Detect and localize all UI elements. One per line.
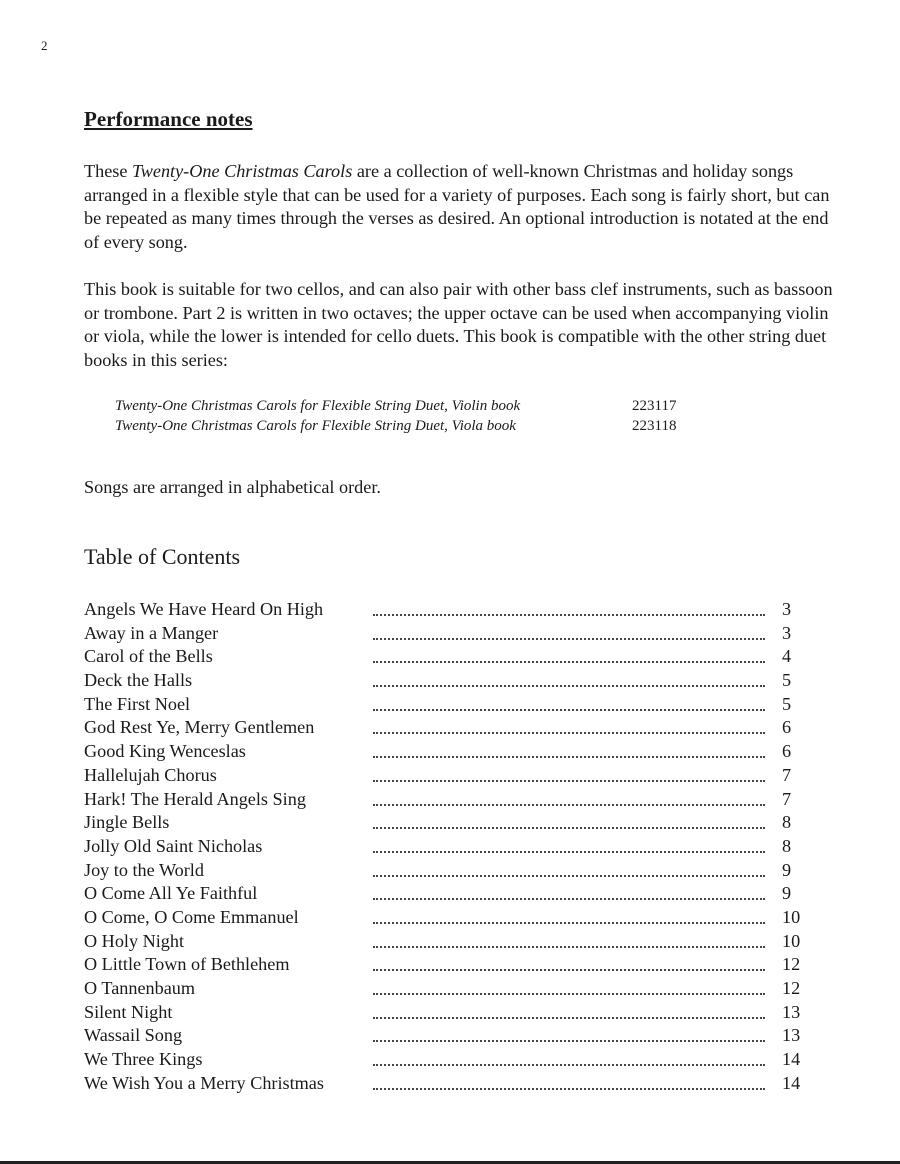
toc-entry <box>84 906 814 930</box>
toc-title: Table of Contents <box>84 544 241 569</box>
toc-dot-leader <box>373 898 765 900</box>
toc-dot-leader <box>373 993 765 995</box>
toc-entry <box>84 1072 814 1096</box>
toc-entry-title: O Little Town of Bethlehem <box>84 954 290 975</box>
toc-dot-leader <box>373 851 765 853</box>
toc-entry-title: God Rest Ye, Merry Gentlemen <box>84 717 315 738</box>
toc-entry <box>84 811 814 835</box>
toc-entry-page: 9 <box>782 883 792 904</box>
toc-entry-title: We Three Kings <box>84 1049 203 1070</box>
series-item <box>115 396 715 416</box>
toc-dot-leader <box>373 827 765 829</box>
table-of-contents <box>84 598 814 1095</box>
series-title: Twenty-One Christmas Carols for Flexible String Duet, Viola book <box>115 418 516 434</box>
toc-dot-leader <box>373 661 765 663</box>
toc-entry-title: Angels We Have Heard On High <box>84 599 324 619</box>
series-code: 223118 <box>632 418 677 434</box>
toc-entry <box>84 598 814 622</box>
toc-entry <box>84 669 814 693</box>
toc-entry-page: 8 <box>782 812 792 833</box>
toc-entry <box>84 716 814 740</box>
toc-entry <box>84 1048 814 1072</box>
series-item <box>115 416 715 436</box>
section-heading: Performance notes <box>84 107 253 131</box>
toc-entry-page: 10 <box>782 930 801 951</box>
toc-entry <box>84 977 814 1001</box>
toc-entry-page: 7 <box>782 788 792 809</box>
toc-entry <box>84 764 814 788</box>
toc-entry-page: 13 <box>782 1001 801 1022</box>
toc-entry-title: Joy to the World <box>84 859 204 880</box>
toc-entry-title: Hark! The Herald Angels Sing <box>84 788 306 809</box>
toc-entry-page: 10 <box>782 906 801 927</box>
toc-entry-page: 14 <box>782 1049 801 1070</box>
toc-dot-leader <box>373 780 765 782</box>
toc-entry-page: 6 <box>782 717 792 738</box>
toc-entry-page: 8 <box>782 835 792 856</box>
toc-dot-leader <box>373 1088 765 1090</box>
toc-entry <box>84 740 814 764</box>
toc-entry-title: O Tannenbaum <box>84 978 196 998</box>
intro-rest: are a collection of well-known Christmas and holiday songs arranged in a flexible style that can be used for a variety of purposes. Each song is fairly short, but can be repeated as many times through the verses as desired. An optional introduction is notated at the end of every song. <box>84 161 830 252</box>
toc-entry-title: Away in a Manger <box>84 622 219 643</box>
toc-entry <box>84 788 814 812</box>
series-code: 223117 <box>632 398 677 414</box>
toc-entry <box>84 859 814 883</box>
toc-entry-page: 5 <box>782 693 792 714</box>
toc-entry-title: O Come, O Come Emmanuel <box>84 906 299 927</box>
toc-entry-title: Hallelujah Chorus <box>84 764 217 785</box>
toc-entry <box>84 835 814 859</box>
toc-dot-leader <box>373 922 765 924</box>
toc-dot-leader <box>373 1040 765 1042</box>
toc-dot-leader <box>373 614 765 616</box>
book-title: Twenty-One Christmas Carols <box>131 161 353 181</box>
toc-entry-page: 4 <box>782 646 792 667</box>
toc-entry-title: O Come All Ye Faithful <box>84 883 258 904</box>
page-number: 2 <box>41 38 48 53</box>
toc-entry-title: We Wish You a Merry Christmas <box>84 1072 324 1093</box>
toc-entry-title: Carol of the Bells <box>84 646 213 667</box>
toc-entry-page: 5 <box>782 670 792 691</box>
toc-entry-page: 9 <box>782 859 792 880</box>
toc-entry <box>84 930 814 954</box>
toc-entry-title: Good King Wenceslas <box>84 741 246 762</box>
intro-paragraph <box>84 160 844 254</box>
toc-dot-leader <box>373 685 765 687</box>
toc-entry <box>84 1024 814 1048</box>
toc-entry-page: 7 <box>782 764 792 785</box>
toc-entry-title: Deck the Halls <box>84 670 193 691</box>
toc-dot-leader <box>373 732 765 734</box>
toc-entry-page: 12 <box>782 978 801 998</box>
toc-entry-title: Jingle Bells <box>84 812 170 833</box>
toc-dot-leader <box>373 875 765 877</box>
toc-entry-page: 3 <box>782 599 792 619</box>
toc-entry <box>84 882 814 906</box>
intro-prefix: These <box>84 161 132 181</box>
compatibility-paragraph: This book is suitable for two cellos, and can also pair with other bass clef instruments, such as bassoon or trombone. Part 2 is written in two octaves; the upper octave can be used when accompanying violin or viola, while the lower is intended for cello duets. This book is compatible with the other string duet books in this series: <box>84 279 833 370</box>
toc-entry-title: Silent Night <box>84 1001 173 1022</box>
toc-dot-leader <box>373 1064 765 1066</box>
toc-entry-title: O Holy Night <box>84 930 185 951</box>
toc-dot-leader <box>373 1017 765 1019</box>
toc-dot-leader <box>373 638 765 640</box>
toc-dot-leader <box>373 969 765 971</box>
toc-entry <box>84 953 814 977</box>
toc-entry-page: 12 <box>782 954 801 975</box>
toc-entry-page: 14 <box>782 1072 801 1093</box>
toc-entry-page: 6 <box>782 741 792 762</box>
toc-dot-leader <box>373 709 765 711</box>
toc-entry-title: Wassail Song <box>84 1025 183 1046</box>
toc-dot-leader <box>373 756 765 758</box>
toc-dot-leader <box>373 946 765 948</box>
toc-entry-page: 13 <box>782 1025 801 1046</box>
toc-entry <box>84 1001 814 1025</box>
toc-entry-title: Jolly Old Saint Nicholas <box>84 835 263 856</box>
toc-entry <box>84 645 814 669</box>
series-title: Twenty-One Christmas Carols for Flexible String Duet, Violin book <box>115 398 521 414</box>
toc-entry <box>84 622 814 646</box>
toc-entry-page: 3 <box>782 622 792 643</box>
series-list <box>115 396 715 436</box>
toc-dot-leader <box>373 804 765 806</box>
order-note: Songs are arranged in alphabetical order. <box>84 477 381 497</box>
toc-entry-title: The First Noel <box>84 693 191 714</box>
toc-entry <box>84 693 814 717</box>
